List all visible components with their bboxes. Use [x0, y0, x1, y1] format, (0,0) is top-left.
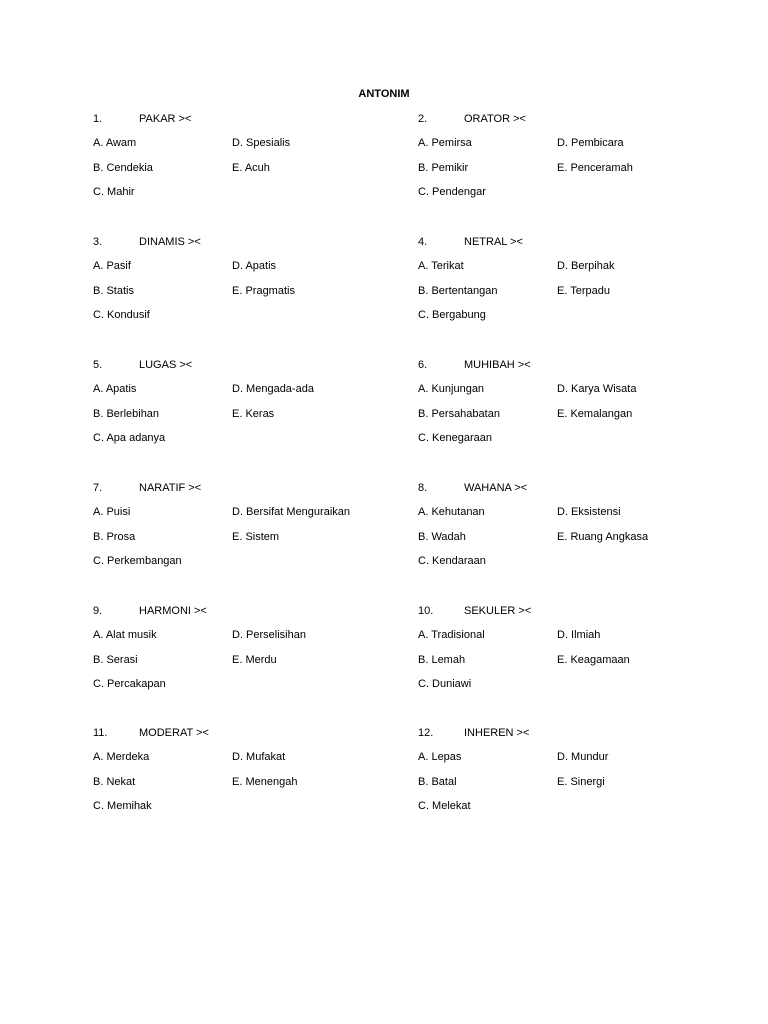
option-e: E. Menengah: [232, 776, 298, 788]
option-b: B. Prosa: [93, 531, 136, 543]
option-b: B. Pemikir: [418, 162, 469, 174]
option-d: D. Bersifat Menguraikan: [232, 506, 350, 518]
question-12: [418, 727, 718, 837]
question-word: SEKULER ><: [464, 605, 532, 617]
option-d: D. Mundur: [557, 751, 609, 763]
question-5: [93, 359, 393, 469]
option-a: A. Kunjungan: [418, 383, 485, 395]
option-c: C. Pendengar: [418, 186, 486, 198]
option-e: E. Sistem: [232, 531, 280, 543]
option-d: D. Karya Wisata: [557, 383, 637, 395]
option-a: A. Lepas: [418, 751, 462, 763]
question-4: [418, 236, 718, 346]
question-3: [93, 236, 393, 346]
question-number: 10.: [418, 605, 434, 617]
question-number: 7.: [93, 482, 103, 494]
question-word: NETRAL ><: [464, 236, 523, 248]
option-c: C. Melekat: [418, 800, 471, 812]
option-a: A. Merdeka: [93, 751, 150, 763]
question-11: [93, 727, 393, 837]
option-a: A. Alat musik: [93, 629, 157, 641]
question-number: 6.: [418, 359, 428, 371]
option-c: C. Apa adanya: [93, 432, 166, 444]
option-b: B. Bertentangan: [418, 285, 498, 297]
option-d: D. Mengada-ada: [232, 383, 314, 395]
option-b: B. Statis: [93, 285, 134, 297]
option-e: E. Sinergi: [557, 776, 605, 788]
question-word: HARMONI ><: [139, 605, 207, 617]
option-c: C. Kondusif: [93, 309, 150, 321]
option-b: B. Batal: [418, 776, 457, 788]
question-number: 12.: [418, 727, 434, 739]
option-c: C. Mahir: [93, 186, 135, 198]
option-b: B. Wadah: [418, 531, 466, 543]
question-number: 4.: [418, 236, 428, 248]
option-a: A. Puisi: [93, 506, 131, 518]
option-a: A. Terikat: [418, 260, 464, 272]
option-e: E. Acuh: [232, 162, 270, 174]
question-2: [418, 113, 718, 223]
option-e: E. Kemalangan: [557, 408, 633, 420]
question-9: [93, 605, 393, 715]
question-10: [418, 605, 718, 715]
option-b: B. Serasi: [93, 654, 138, 666]
option-a: A. Apatis: [93, 383, 137, 395]
option-e: E. Keagamaan: [557, 654, 630, 666]
question-7: [93, 482, 393, 592]
question-6: [418, 359, 718, 469]
question-word: LUGAS ><: [139, 359, 193, 371]
option-a: A. Pasif: [93, 260, 131, 272]
question-word: MUHIBAH ><: [464, 359, 531, 371]
option-e: E. Penceramah: [557, 162, 633, 174]
question-number: 3.: [93, 236, 103, 248]
question-word: NARATIF ><: [139, 482, 202, 494]
question-number: 9.: [93, 605, 103, 617]
option-b: B. Lemah: [418, 654, 466, 666]
option-e: E. Ruang Angkasa: [557, 531, 649, 543]
option-a: A. Pemirsa: [418, 137, 472, 149]
option-d: D. Ilmiah: [557, 629, 601, 641]
option-e: E. Pragmatis: [232, 285, 295, 297]
question-number: 2.: [418, 113, 428, 125]
option-c: C. Memihak: [93, 800, 152, 812]
option-b: B. Cendekia: [93, 162, 153, 174]
option-c: C. Bergabung: [418, 309, 486, 321]
option-c: C. Kenegaraan: [418, 432, 492, 444]
option-a: A. Kehutanan: [418, 506, 485, 518]
option-b: B. Persahabatan: [418, 408, 500, 420]
question-word: INHEREN ><: [464, 727, 530, 739]
option-e: E. Terpadu: [557, 285, 611, 297]
question-word: DINAMIS ><: [139, 236, 201, 248]
question-1: [93, 113, 393, 223]
option-d: D. Berpihak: [557, 260, 615, 272]
option-b: B. Nekat: [93, 776, 136, 788]
option-c: C. Duniawi: [418, 678, 472, 690]
question-8: [418, 482, 718, 592]
document-title: ANTONIM: [358, 88, 410, 100]
option-b: B. Berlebihan: [93, 408, 160, 420]
option-d: D. Apatis: [232, 260, 277, 272]
option-c: C. Perkembangan: [93, 555, 182, 567]
question-number: 5.: [93, 359, 103, 371]
option-e: E. Keras: [232, 408, 275, 420]
question-number: 11.: [93, 727, 108, 739]
option-c: C. Percakapan: [93, 678, 166, 690]
question-number: 8.: [418, 482, 428, 494]
option-e: E. Merdu: [232, 654, 277, 666]
option-d: D. Spesialis: [232, 137, 291, 149]
option-d: D. Perselisihan: [232, 629, 306, 641]
option-d: D. Mufakat: [232, 751, 286, 763]
question-word: ORATOR ><: [464, 113, 526, 125]
question-word: MODERAT ><: [139, 727, 209, 739]
option-a: A. Tradisional: [418, 629, 485, 641]
question-word: WAHANA ><: [464, 482, 528, 494]
option-d: D. Pembicara: [557, 137, 624, 149]
question-word: PAKAR ><: [139, 113, 192, 125]
question-number: 1.: [93, 113, 103, 125]
option-c: C. Kendaraan: [418, 555, 486, 567]
option-a: A. Awam: [93, 137, 137, 149]
option-d: D. Eksistensi: [557, 506, 621, 518]
